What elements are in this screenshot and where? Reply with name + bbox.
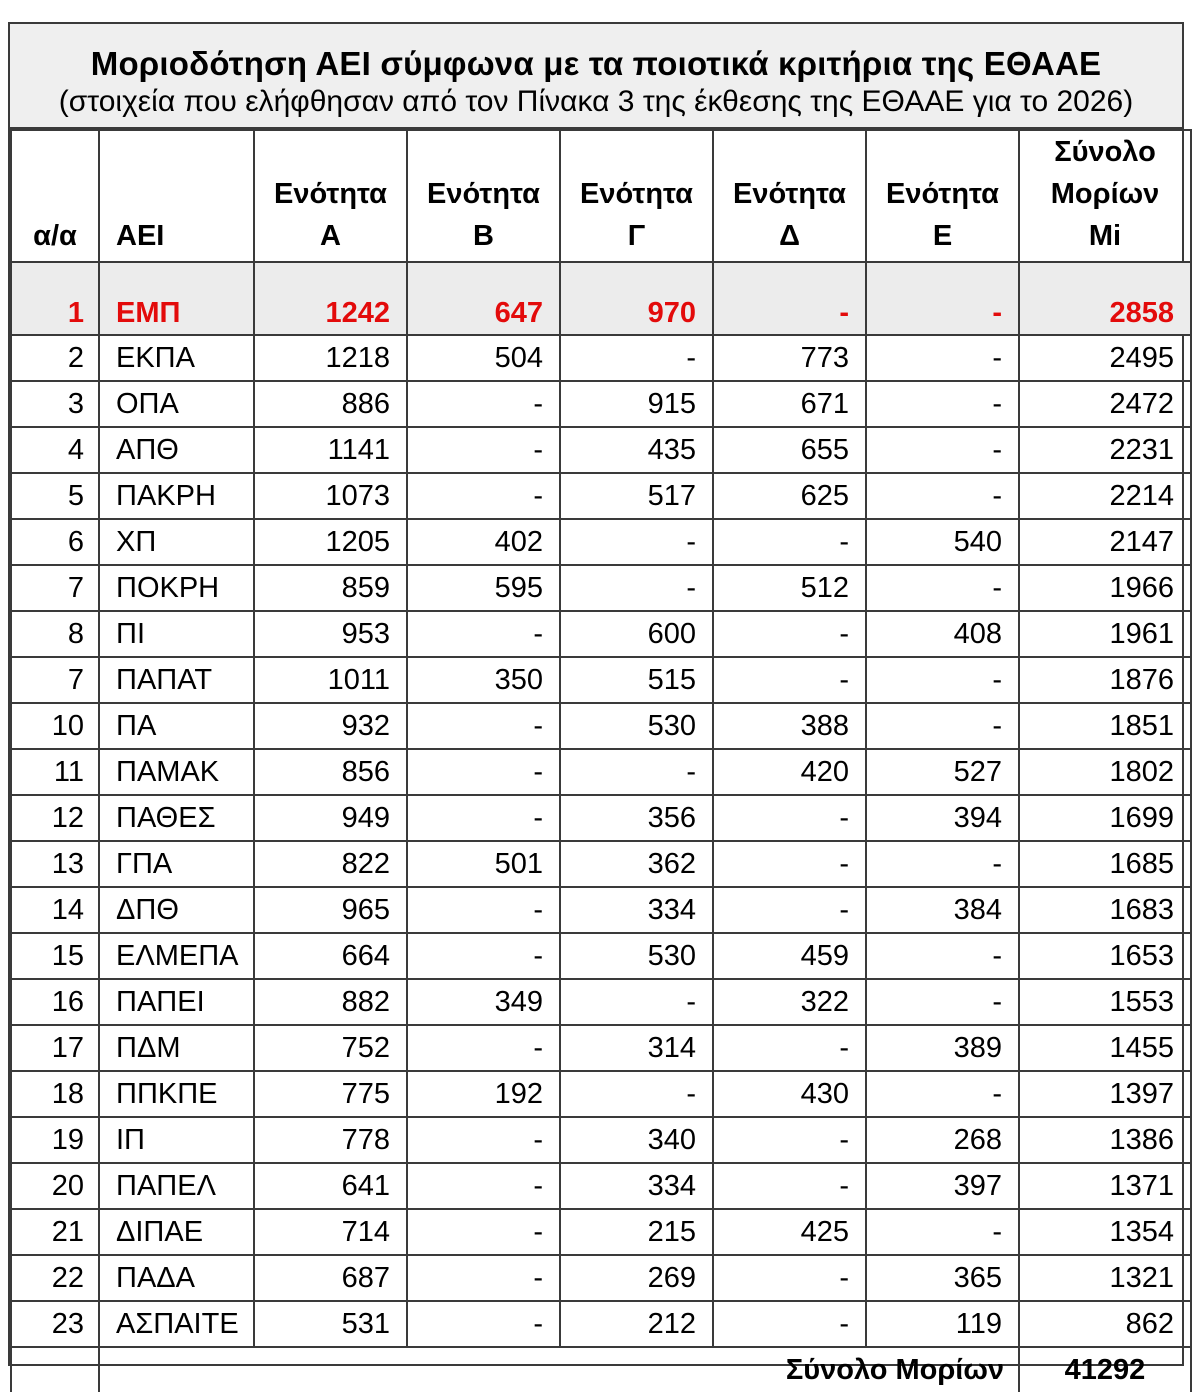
cell-section-a: 856: [254, 749, 407, 795]
table-row: [11, 611, 1191, 657]
cell-total: 1553: [1019, 979, 1191, 1025]
cell-section-e: 397: [866, 1163, 1019, 1209]
page-title: Μοριοδότηση ΑΕΙ σύμφωνα με τα ποιοτικά κριτήρια της ΕΘΑΑΕ: [90, 45, 1102, 82]
cell-section-b: -: [407, 703, 560, 749]
cell-section-d: -: [713, 1255, 866, 1301]
table-row: [11, 262, 1191, 335]
table-row: [11, 565, 1191, 611]
cell-section-d: -: [713, 1025, 866, 1071]
page-subtitle: (στοιχεία που ελήφθησαν από τον Πίνακα 3 της έκθεσης της ΕΘΑΑΕ για το 2026): [58, 85, 1134, 118]
grand-total-label: Σύνολο Μορίων: [99, 1347, 1019, 1392]
table-row: [11, 841, 1191, 887]
cell-section-g: -: [560, 979, 713, 1025]
cell-section-a: 886: [254, 381, 407, 427]
cell-section-d: 459: [713, 933, 866, 979]
cell-section-a: 1205: [254, 519, 407, 565]
cell-aa: 11: [11, 749, 99, 795]
cell-aa: 5: [11, 473, 99, 519]
cell-total: 1961: [1019, 611, 1191, 657]
cell-section-b: -: [407, 611, 560, 657]
header-aa: α/α: [11, 130, 99, 262]
cell-aa: 7: [11, 657, 99, 703]
cell-section-a: 752: [254, 1025, 407, 1071]
cell-section-b: -: [407, 933, 560, 979]
cell-total: 2495: [1019, 335, 1191, 381]
cell-total: 2858: [1019, 262, 1191, 335]
table-row: [11, 473, 1191, 519]
cell-total: 1321: [1019, 1255, 1191, 1301]
cell-section-e: -: [866, 427, 1019, 473]
cell-section-a: 965: [254, 887, 407, 933]
table-row: [11, 979, 1191, 1025]
cell-section-a: 882: [254, 979, 407, 1025]
cell-section-g: -: [560, 749, 713, 795]
cell-section-e: -: [866, 262, 1019, 335]
scores-table: [10, 129, 1192, 1392]
cell-section-d: -: [713, 1117, 866, 1163]
cell-total: 1653: [1019, 933, 1191, 979]
cell-section-g: 530: [560, 703, 713, 749]
cell-section-d: 512: [713, 565, 866, 611]
header-section-d: Ενότητα Δ: [713, 130, 866, 262]
cell-section-g: 915: [560, 381, 713, 427]
cell-aa: 3: [11, 381, 99, 427]
cell-section-d: 388: [713, 703, 866, 749]
cell-aa: 22: [11, 1255, 99, 1301]
cell-aei: ΔΙΠΑΕ: [99, 1209, 254, 1255]
cell-aei: ΙΠ: [99, 1117, 254, 1163]
table-row: [11, 427, 1191, 473]
cell-aa: 6: [11, 519, 99, 565]
table-body: [11, 262, 1191, 1347]
cell-aei: ΠΟΚΡΗ: [99, 565, 254, 611]
table-row: [11, 887, 1191, 933]
cell-section-a: 859: [254, 565, 407, 611]
cell-section-b: 595: [407, 565, 560, 611]
cell-aei: ΠΑΠΑΤ: [99, 657, 254, 703]
table-row: [11, 1117, 1191, 1163]
table-row: [11, 1301, 1191, 1347]
cell-section-e: 527: [866, 749, 1019, 795]
grand-total-row: [11, 1347, 1191, 1392]
header-row: [11, 130, 1191, 262]
cell-total: 2472: [1019, 381, 1191, 427]
cell-section-d: 625: [713, 473, 866, 519]
header-section-a: Ενότητα Α: [254, 130, 407, 262]
cell-section-g: 515: [560, 657, 713, 703]
cell-section-a: 641: [254, 1163, 407, 1209]
cell-section-g: -: [560, 565, 713, 611]
cell-section-g: -: [560, 519, 713, 565]
cell-section-a: 664: [254, 933, 407, 979]
grand-total-spacer: [11, 1347, 99, 1392]
cell-section-e: -: [866, 1071, 1019, 1117]
title-block: [10, 24, 1182, 129]
cell-section-g: 435: [560, 427, 713, 473]
cell-section-g: 517: [560, 473, 713, 519]
cell-section-a: 775: [254, 1071, 407, 1117]
cell-section-b: -: [407, 381, 560, 427]
cell-aa: 10: [11, 703, 99, 749]
cell-aei: ΕΚΠΑ: [99, 335, 254, 381]
cell-total: 1386: [1019, 1117, 1191, 1163]
cell-aei: ΠΑΜΑΚ: [99, 749, 254, 795]
cell-aa: 23: [11, 1301, 99, 1347]
cell-section-b: 402: [407, 519, 560, 565]
cell-section-e: -: [866, 933, 1019, 979]
table-row: [11, 933, 1191, 979]
cell-section-d: -: [713, 657, 866, 703]
cell-section-g: 530: [560, 933, 713, 979]
cell-section-a: 953: [254, 611, 407, 657]
cell-section-e: -: [866, 1209, 1019, 1255]
cell-section-d: -: [713, 887, 866, 933]
table-row: [11, 1255, 1191, 1301]
cell-section-e: 394: [866, 795, 1019, 841]
cell-section-d: 655: [713, 427, 866, 473]
cell-section-g: 314: [560, 1025, 713, 1071]
cell-aei: ΠΑΠΕΛ: [99, 1163, 254, 1209]
table-row: [11, 1163, 1191, 1209]
cell-section-d: -: [713, 795, 866, 841]
cell-total: 1966: [1019, 565, 1191, 611]
cell-section-g: 362: [560, 841, 713, 887]
cell-section-g: 212: [560, 1301, 713, 1347]
cell-section-b: -: [407, 1025, 560, 1071]
cell-section-d: 420: [713, 749, 866, 795]
cell-section-g: 340: [560, 1117, 713, 1163]
cell-section-b: 504: [407, 335, 560, 381]
header-section-e: Ενότητα Ε: [866, 130, 1019, 262]
cell-section-b: -: [407, 1117, 560, 1163]
cell-section-b: 350: [407, 657, 560, 703]
cell-section-e: -: [866, 841, 1019, 887]
cell-aa: 18: [11, 1071, 99, 1117]
cell-aei: ΑΣΠΑΙΤΕ: [99, 1301, 254, 1347]
cell-aa: 7: [11, 565, 99, 611]
cell-section-e: -: [866, 703, 1019, 749]
cell-aei: ΟΠΑ: [99, 381, 254, 427]
cell-total: 1699: [1019, 795, 1191, 841]
header-section-g: Ενότητα Γ: [560, 130, 713, 262]
table-row: [11, 381, 1191, 427]
cell-section-a: 687: [254, 1255, 407, 1301]
cell-total: 2214: [1019, 473, 1191, 519]
table-row: [11, 657, 1191, 703]
cell-total: 1371: [1019, 1163, 1191, 1209]
cell-section-b: -: [407, 749, 560, 795]
cell-section-d: 322: [713, 979, 866, 1025]
cell-aa: 14: [11, 887, 99, 933]
table-frame: [8, 22, 1184, 1386]
table-row: [11, 1209, 1191, 1255]
cell-section-e: 365: [866, 1255, 1019, 1301]
cell-section-e: 408: [866, 611, 1019, 657]
cell-section-e: -: [866, 335, 1019, 381]
cell-total: 1397: [1019, 1071, 1191, 1117]
cell-aa: 8: [11, 611, 99, 657]
cell-aei: ΠΑ: [99, 703, 254, 749]
cell-section-e: -: [866, 381, 1019, 427]
cell-section-d: -: [713, 611, 866, 657]
header-section-b: Ενότητα Β: [407, 130, 560, 262]
cell-total: 1683: [1019, 887, 1191, 933]
cell-section-g: 600: [560, 611, 713, 657]
cell-aa: 20: [11, 1163, 99, 1209]
cell-aa: 16: [11, 979, 99, 1025]
cell-total: 1354: [1019, 1209, 1191, 1255]
cell-section-a: 1073: [254, 473, 407, 519]
cell-aa: 15: [11, 933, 99, 979]
cell-total: 2231: [1019, 427, 1191, 473]
cell-aei: ΑΠΘ: [99, 427, 254, 473]
cell-section-a: 714: [254, 1209, 407, 1255]
cell-section-b: -: [407, 1301, 560, 1347]
cell-section-g: 334: [560, 1163, 713, 1209]
cell-aa: 21: [11, 1209, 99, 1255]
table-row: [11, 335, 1191, 381]
cell-section-a: 932: [254, 703, 407, 749]
table-row: [11, 795, 1191, 841]
cell-section-e: 384: [866, 887, 1019, 933]
header-aei: ΑΕΙ: [99, 130, 254, 262]
cell-section-e: 268: [866, 1117, 1019, 1163]
header-total: Σύνολο Μορίων Mi: [1019, 130, 1191, 262]
grand-total-value: 41292: [1019, 1347, 1191, 1392]
cell-section-b: -: [407, 887, 560, 933]
cell-section-g: 970: [560, 262, 713, 335]
cell-aei: ΕΜΠ: [99, 262, 254, 335]
cell-section-e: 540: [866, 519, 1019, 565]
cell-section-g: -: [560, 335, 713, 381]
cell-aei: ΠΠΚΠΕ: [99, 1071, 254, 1117]
cell-section-g: 334: [560, 887, 713, 933]
table-row: [11, 1025, 1191, 1071]
cell-aa: 19: [11, 1117, 99, 1163]
cell-section-d: 671: [713, 381, 866, 427]
cell-section-b: 192: [407, 1071, 560, 1117]
cell-section-e: -: [866, 473, 1019, 519]
cell-section-a: 531: [254, 1301, 407, 1347]
cell-section-d: -: [713, 1301, 866, 1347]
cell-aa: 1: [11, 262, 99, 335]
cell-aei: ΠΙ: [99, 611, 254, 657]
cell-section-g: -: [560, 1071, 713, 1117]
cell-section-d: 425: [713, 1209, 866, 1255]
cell-section-b: -: [407, 427, 560, 473]
cell-aei: ΔΠΘ: [99, 887, 254, 933]
cell-section-d: 773: [713, 335, 866, 381]
cell-section-a: 1242: [254, 262, 407, 335]
cell-aei: ΠΔΜ: [99, 1025, 254, 1071]
cell-aa: 12: [11, 795, 99, 841]
cell-aei: ΠΑΚΡΗ: [99, 473, 254, 519]
cell-section-a: 1141: [254, 427, 407, 473]
cell-section-d: -: [713, 262, 866, 335]
table-row: [11, 703, 1191, 749]
cell-total: 862: [1019, 1301, 1191, 1347]
cell-aei: ΓΠΑ: [99, 841, 254, 887]
cell-section-e: -: [866, 657, 1019, 703]
cell-section-a: 949: [254, 795, 407, 841]
cell-section-d: -: [713, 841, 866, 887]
cell-section-e: -: [866, 565, 1019, 611]
cell-aa: 17: [11, 1025, 99, 1071]
cell-aei: ΕΛΜΕΠΑ: [99, 933, 254, 979]
cell-aa: 4: [11, 427, 99, 473]
cell-aei: ΧΠ: [99, 519, 254, 565]
cell-section-b: -: [407, 1255, 560, 1301]
table-row: [11, 1071, 1191, 1117]
cell-section-b: -: [407, 1163, 560, 1209]
cell-section-a: 1218: [254, 335, 407, 381]
table-row: [11, 749, 1191, 795]
cell-section-g: 356: [560, 795, 713, 841]
cell-total: 2147: [1019, 519, 1191, 565]
cell-section-e: 119: [866, 1301, 1019, 1347]
cell-section-d: 430: [713, 1071, 866, 1117]
cell-section-a: 1011: [254, 657, 407, 703]
cell-section-e: -: [866, 979, 1019, 1025]
cell-total: 1876: [1019, 657, 1191, 703]
cell-total: 1802: [1019, 749, 1191, 795]
cell-aa: 2: [11, 335, 99, 381]
cell-aei: ΠΑΘΕΣ: [99, 795, 254, 841]
cell-section-g: 269: [560, 1255, 713, 1301]
cell-section-b: -: [407, 473, 560, 519]
table-row: [11, 519, 1191, 565]
cell-section-b: 647: [407, 262, 560, 335]
cell-section-b: -: [407, 1209, 560, 1255]
cell-section-d: -: [713, 1163, 866, 1209]
cell-section-a: 822: [254, 841, 407, 887]
cell-section-d: -: [713, 519, 866, 565]
cell-section-e: 389: [866, 1025, 1019, 1071]
cell-section-b: 501: [407, 841, 560, 887]
cell-section-a: 778: [254, 1117, 407, 1163]
cell-aei: ΠΑΔΑ: [99, 1255, 254, 1301]
cell-total: 1685: [1019, 841, 1191, 887]
cell-aei: ΠΑΠΕΙ: [99, 979, 254, 1025]
cell-section-b: -: [407, 795, 560, 841]
cell-total: 1455: [1019, 1025, 1191, 1071]
cell-section-g: 215: [560, 1209, 713, 1255]
cell-total: 1851: [1019, 703, 1191, 749]
cell-aa: 13: [11, 841, 99, 887]
cell-section-b: 349: [407, 979, 560, 1025]
